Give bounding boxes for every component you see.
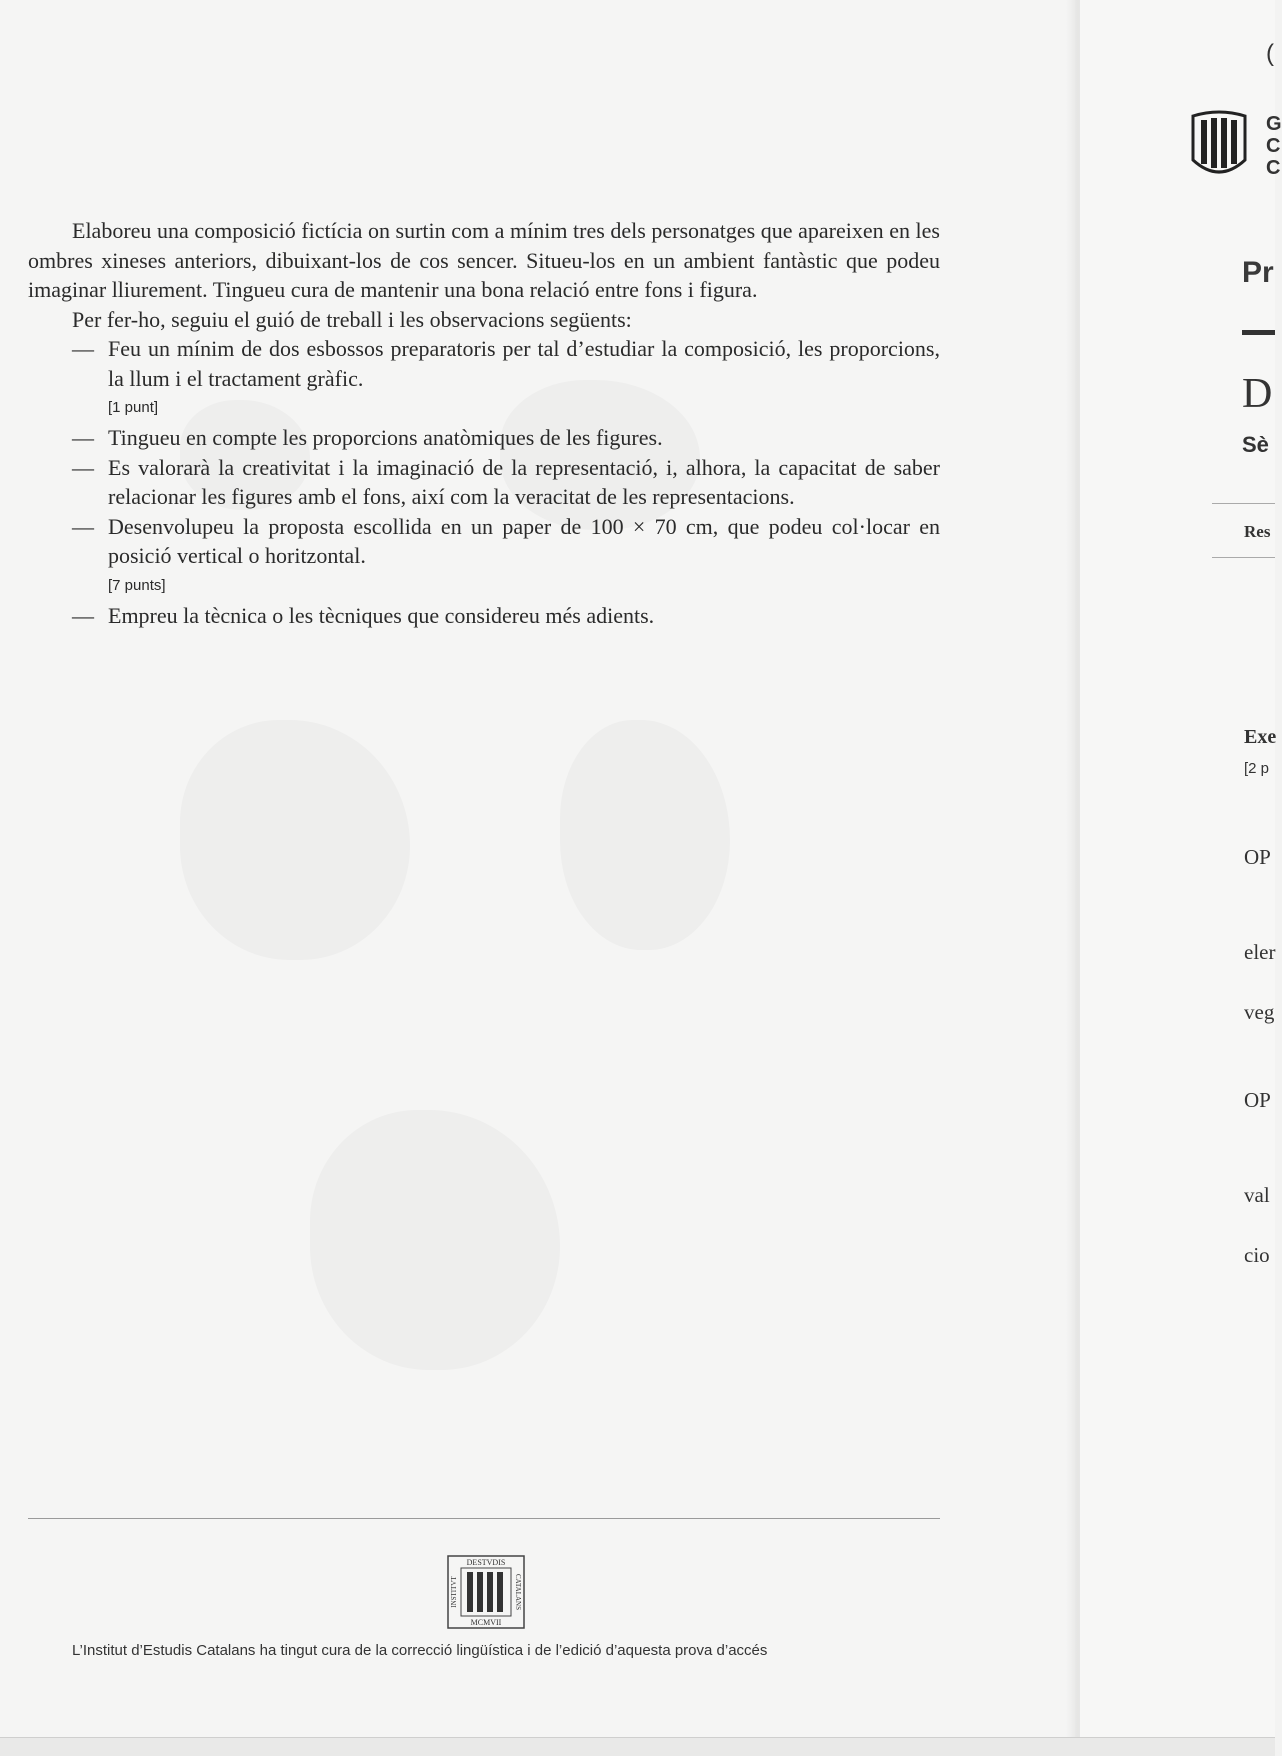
right-fragment-se: Sè [1242,432,1269,457]
instruction-list-end [28,601,940,631]
right-fragment-points: [2 p [1244,760,1270,777]
instruction-list-cont [28,423,940,571]
seal-left-text: INSTITVT [450,1576,458,1608]
shadow-figure-ghost [310,1110,560,1370]
right-fragment-pr: Pr [1242,256,1274,289]
right-fragment-c3: C [1266,157,1281,179]
guide-paragraph: Per fer-ho, seguiu el guió de treball i les observacions següents: [72,306,632,332]
list-item-text: Desenvolupeu la proposta escollida en un paper de 100 × 70 cm, que podeu col·locar en posició vertical o horitzontal. [108,513,940,568]
right-fragment-c1: G [1266,113,1282,135]
dash-bullet: — [72,336,94,361]
seal-bottom-text: MCMVII [470,1618,502,1627]
instruction-list [28,334,940,393]
list-item-text: Es valorarà la creativitat i la imaginació de la representació, i, alhora, la capacitat de saber relacionar les figures amb el fons, així com la veracitat de les representacions. [108,454,940,509]
seal-top-text: DESTVDIS [466,1558,506,1567]
right-fragment-op1: OP [1244,845,1271,869]
intro-paragraph: Elaboreu una composició fictícia on surtin com a mínim tres dels personatges que apareixen en les ombres xineses anteriors, dibuixant-los de cos sencer. Situeu-los en un ambient fantàstic que podeu imaginar lliurement. Tingueu cura de mantenir una bona relació entre fons i figura. [28,218,940,302]
right-rule-bottom [1212,557,1275,558]
list-item [28,601,940,631]
right-fragment-paren: ( [1266,40,1274,67]
right-fragment-c2: C [1266,135,1281,157]
dash-bullet: — [72,513,94,539]
right-fragment-val: val [1244,1183,1270,1207]
list-item [28,334,940,393]
dash-bullet: — [72,425,94,450]
points-label: [1 punt] [108,399,159,416]
list-item-text: Empreu la tècnica o les tècniques que considereu més adients. [108,602,655,628]
shadow-figure-ghost [180,720,410,960]
exercise-text [28,216,940,630]
dash-bullet: — [72,454,94,480]
footer-divider [28,1518,940,1519]
list-item [28,453,940,512]
scan-bottom-edge [0,1737,1275,1756]
right-fragment-exe: Exe [1244,726,1277,748]
generalitat-logo-icon [1191,110,1247,180]
list-item-text: Tingueu en compte les proporcions anatòmiques de les figures. [108,425,663,450]
list-item [28,423,940,453]
shadow-figure-ghost [560,720,730,950]
right-fragment-ele: eler [1244,940,1276,964]
right-rule-top [1212,503,1275,504]
right-fragment-cio: cio [1244,1243,1270,1267]
footer-credit: L’Institut d’Estudis Catalans ha tingut cura de la correcció lingüística i de l’edició d’aquesta prova d’accés [72,1642,768,1659]
iec-seal-icon [447,1555,525,1629]
right-fragment-res: Res [1244,522,1271,541]
right-fragment-op2: OP [1244,1088,1271,1112]
list-item [28,512,940,571]
dash-bullet: — [72,602,94,628]
points-label: [7 punts] [108,576,166,594]
seal-right-text: CATALANS [514,1574,522,1610]
right-fragment-veg: veg [1244,1000,1275,1024]
right-title-bar [1242,330,1275,335]
list-item-text: Feu un mínim de dos esbossos preparatoris per tal d’estudiar la composició, les proporcions, la llum i el tractament gràfic. [108,336,940,391]
right-fragment-d: D [1242,371,1273,417]
